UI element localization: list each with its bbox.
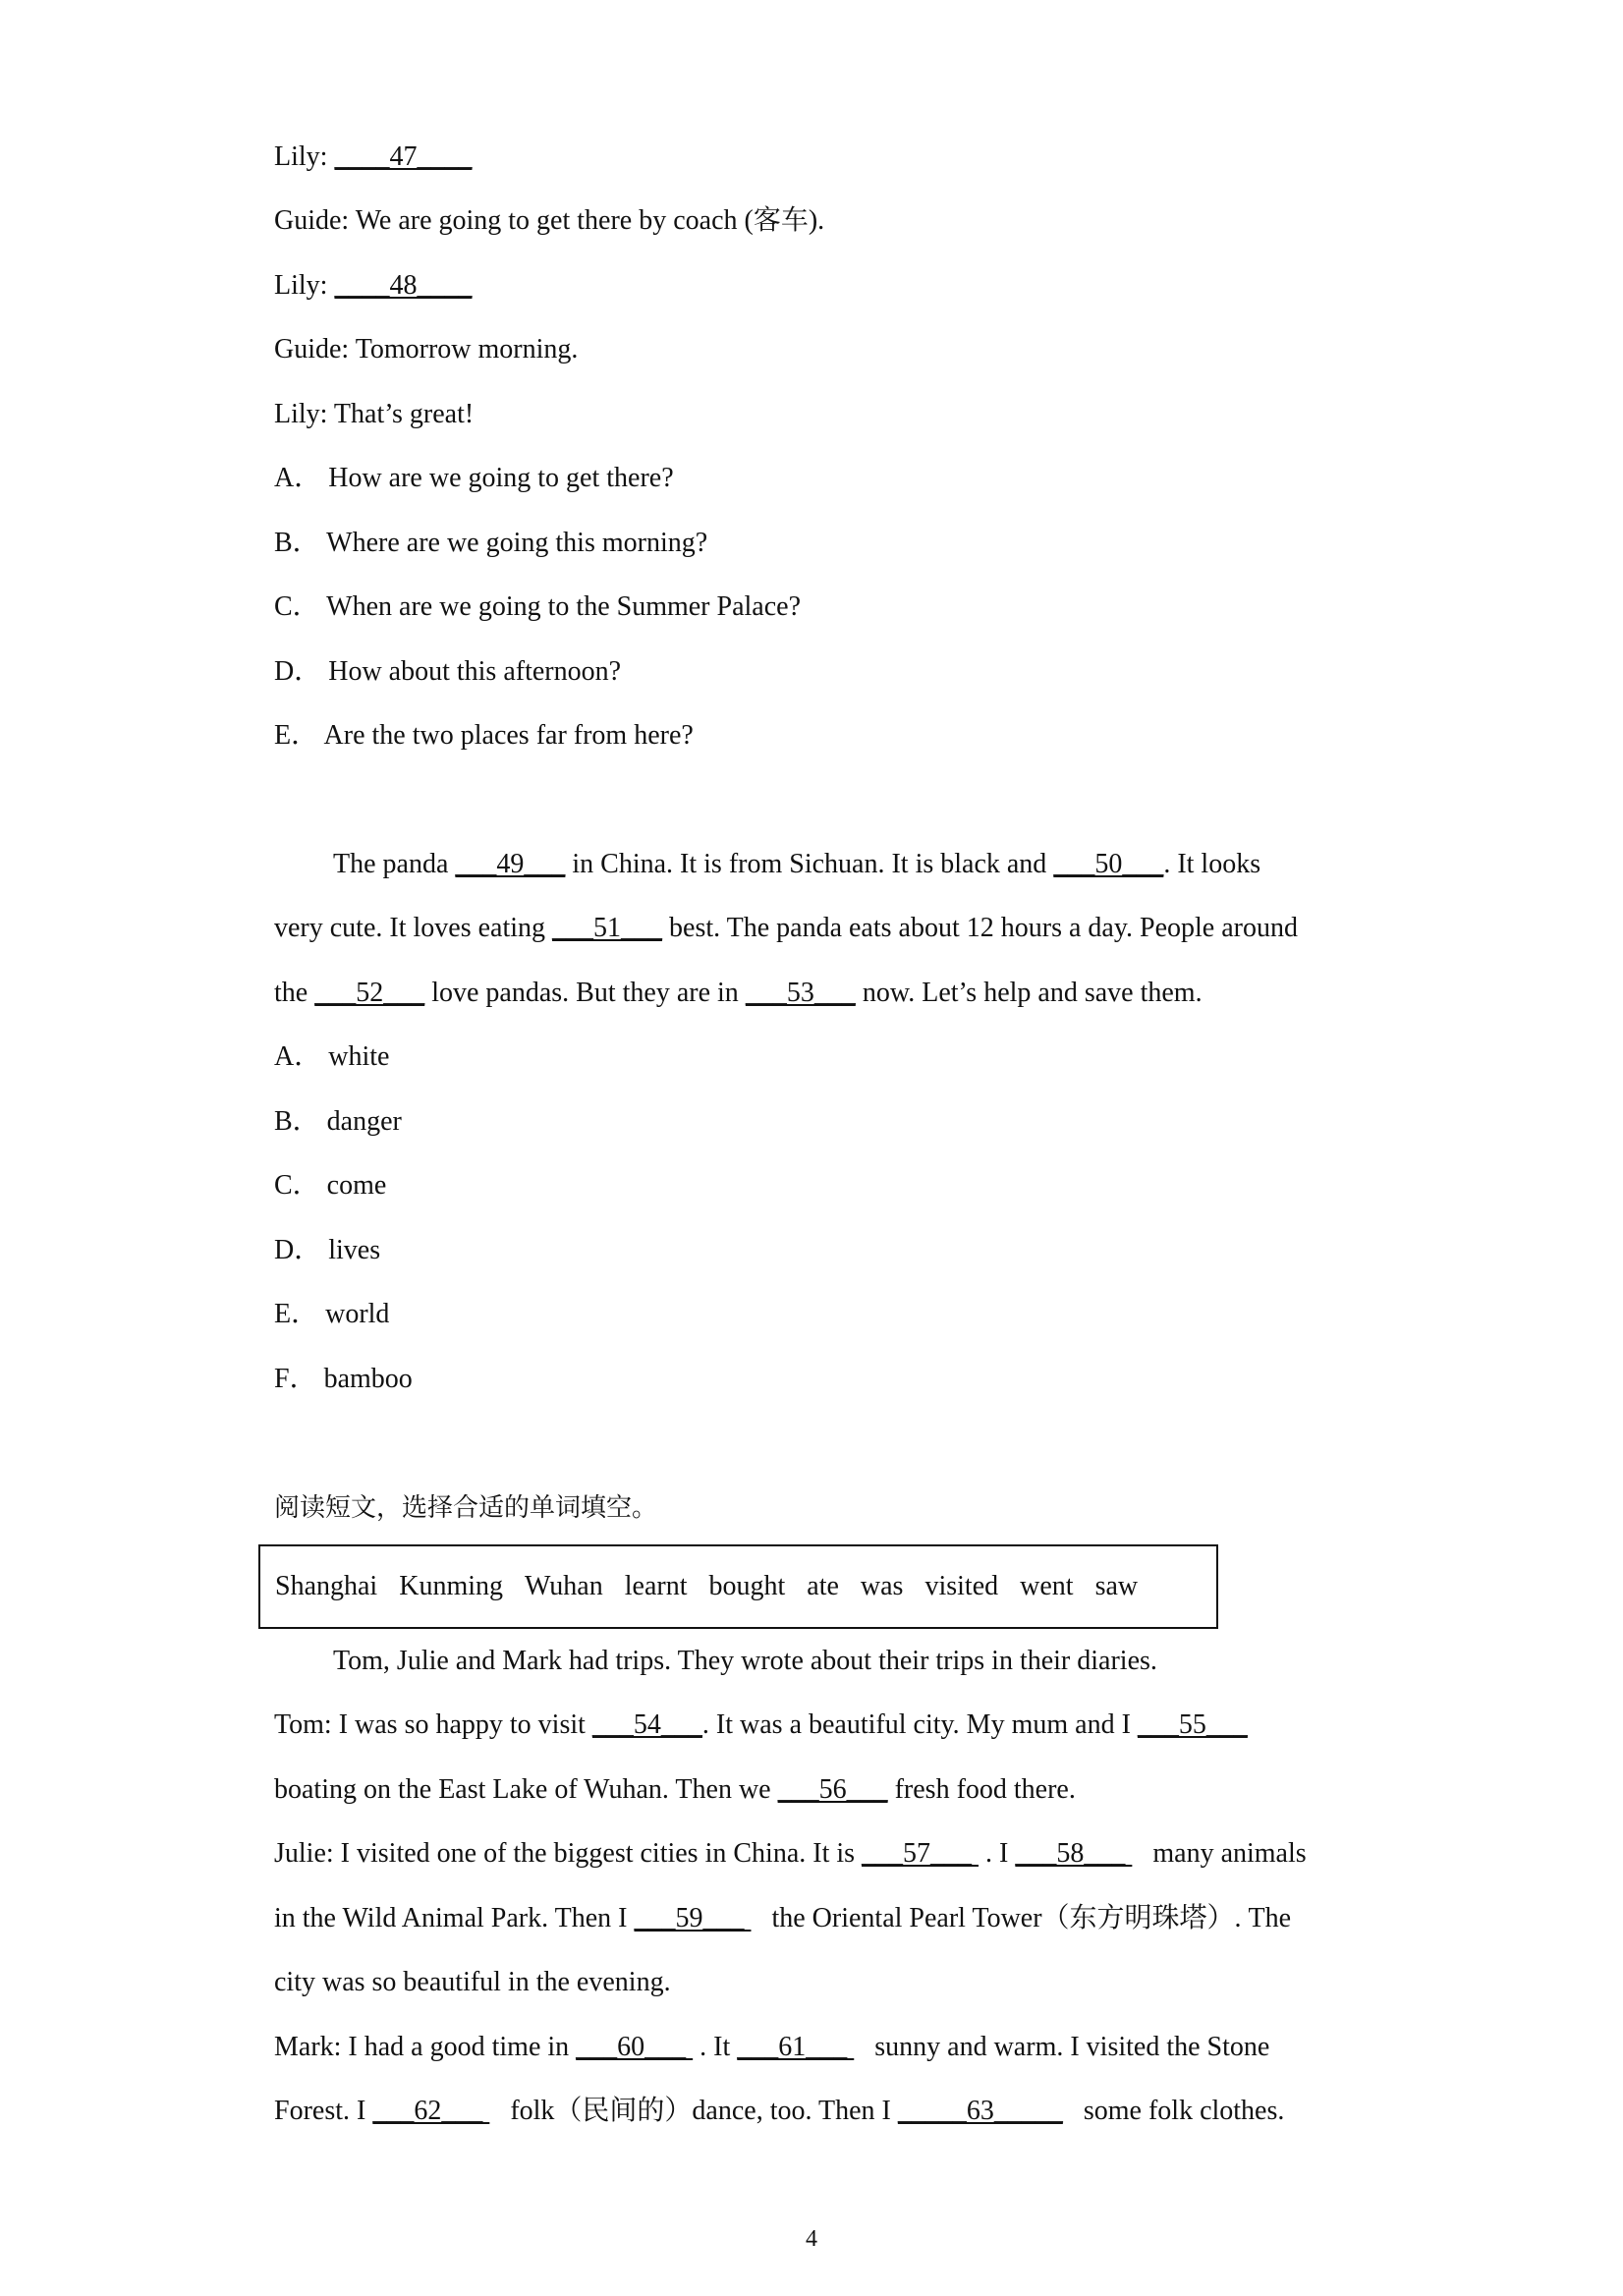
julie-line-2 [274,1901,1291,1936]
blank-56[interactable]: ___56___ [777,1774,888,1805]
blank-49[interactable]: ___49___ [455,849,566,879]
text: boating on the East Lake of Wuhan. Then we [274,1774,778,1805]
mark-line-2 [274,2094,1284,2129]
dialogue-line-3 [274,268,472,304]
text: . It looks [1163,849,1261,879]
panda-line-3 [274,976,1203,1011]
dialogue-option-d: D． How about this afternoon? [274,656,622,687]
blank-57[interactable]: ___57___ [862,1838,979,1869]
text: in China. It is from Sichuan. It is black and [565,849,1054,879]
blank-50[interactable]: ___50___ [1053,849,1164,879]
blank-61[interactable]: ___61___ [737,2032,855,2062]
blank-59[interactable]: ___59___ [634,1903,752,1933]
julie-line-1 [274,1836,1307,1872]
blank-60[interactable]: ___60___ [576,2032,694,2062]
text: . It was a beautiful city. My mum and I [701,1709,1138,1740]
text: Julie: I visited one of the biggest cities in China. It is [274,1838,863,1869]
text: . It [693,2032,738,2062]
word-box [258,1544,1218,1629]
text: fresh food there. [887,1774,1076,1805]
word-option: Wuhan [525,1571,603,1601]
blank-62[interactable]: ___62___ [372,2096,490,2126]
blank-63[interactable]: _____63_____ [897,2096,1063,2126]
text: Mark: I had a good time in [274,2032,577,2062]
text: now. Let’s help and save them. [855,978,1203,1008]
blank-54[interactable]: ___54___ [591,1709,702,1740]
dialogue-option-b: B． Where are we going this morning? [274,528,708,558]
word-option: learnt [624,1571,688,1601]
text: some folk clothes. [1062,2096,1285,2126]
blank-58[interactable]: ___58___ [1015,1838,1133,1869]
text: folk（民间的）dance, too. Then I [489,2096,898,2126]
text: sunny and warm. I visited the Stone [854,2032,1270,2062]
mark-line-1 [274,2030,1269,2065]
panda-option-e: E． world [274,1299,390,1329]
word-option: went [1020,1571,1074,1601]
tom-line-1 [274,1708,1248,1743]
dialogue-line-5: Lily: That’s great! [274,399,475,429]
text: The panda [333,849,456,879]
word-option: Shanghai [275,1571,378,1601]
dialogue-option-e: E． Are the two places far from here? [274,720,694,751]
panda-line-2 [274,911,1298,946]
text: the Oriental Pearl Tower（东方明珠塔）. The [751,1903,1292,1933]
dialogue-line-1 [274,140,472,175]
dialogue-option-c: C． When are we going to the Summer Palace? [274,591,801,622]
text: best. The panda eats about 12 hours a day. People around [662,913,1298,943]
text: Tom: I was so happy to visit [274,1709,592,1740]
dialogue-line-4: Guide: Tomorrow morning. [274,334,579,364]
blank-53[interactable]: ___53___ [745,978,856,1008]
julie-line-3: city was so beautiful in the evening. [274,1967,671,1997]
word-option: ate [807,1571,839,1601]
text: Forest. I [274,2096,373,2126]
text: in the Wild Animal Park. Then I [274,1903,635,1933]
word-option: saw [1094,1571,1139,1601]
blank-47[interactable]: ____47____ [334,141,473,172]
panda-option-f: F． bamboo [274,1364,413,1394]
page-number: 4 [806,2226,817,2252]
word-option: visited [924,1571,999,1601]
blank-51[interactable]: ___51___ [552,913,663,943]
dialogue-option-a: A． How are we going to get there? [274,463,674,493]
text: very cute. It loves eating [274,913,553,943]
text: love pandas. But they are in [424,978,746,1008]
word-option: Kunming [399,1571,503,1601]
blank-55[interactable]: ___55___ [1137,1709,1248,1740]
panda-option-c: C． come [274,1170,387,1201]
speaker-text: Lily: [274,141,335,172]
text: many animals [1132,1838,1307,1869]
panda-option-a: A． white [274,1041,390,1072]
speaker-text: Lily: [274,270,335,301]
word-option: bought [708,1571,786,1601]
dialogue-line-2: Guide: We are going to get there by coach (客车). [274,205,825,236]
trips-intro: Tom, Julie and Mark had trips. They wrote about their trips in their diaries. [333,1646,1157,1676]
section-instruction: 阅读短文，选择合适的单词填空。 [274,1493,658,1523]
text: . I [979,1838,1016,1869]
panda-line-1 [333,847,1260,882]
tom-line-2 [274,1772,1076,1808]
panda-option-d: D． lives [274,1235,381,1265]
word-option: was [860,1571,904,1601]
panda-option-b: B． danger [274,1106,402,1137]
blank-52[interactable]: ___52___ [314,978,425,1008]
blank-48[interactable]: ____48____ [334,270,473,301]
text: the [274,978,315,1008]
